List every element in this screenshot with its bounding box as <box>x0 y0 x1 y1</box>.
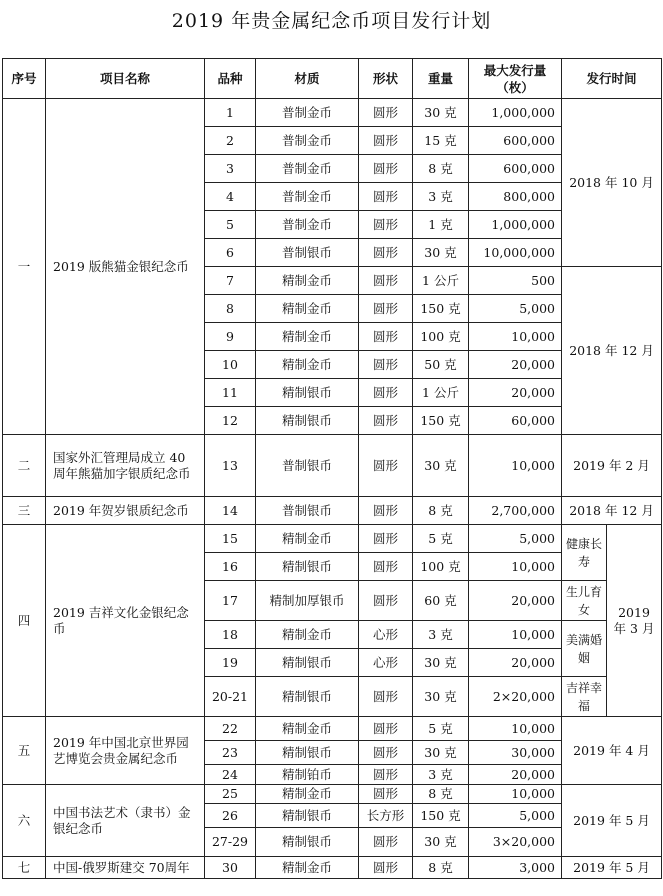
qty-cell: 20,000 <box>469 649 562 677</box>
material-cell: 普制金币 <box>256 183 359 211</box>
header-weight: 重量 <box>413 59 469 99</box>
shape-cell: 圆形 <box>359 267 413 295</box>
qty-cell: 10,000,000 <box>469 239 562 267</box>
material-cell: 精制银币 <box>256 828 359 857</box>
material-cell: 精制银币 <box>256 379 359 407</box>
theme-cell: 生儿育女 <box>562 581 607 621</box>
project-name: 中国-俄罗斯建交 70周年 <box>46 857 205 879</box>
variety-cell: 17 <box>205 581 256 621</box>
variety-cell: 4 <box>205 183 256 211</box>
qty-cell: 1,000,000 <box>469 211 562 239</box>
table-row <box>3 435 662 497</box>
variety-cell: 26 <box>205 804 256 828</box>
qty-cell: 20,000 <box>469 351 562 379</box>
qty-cell: 10,000 <box>469 717 562 741</box>
variety-cell: 8 <box>205 295 256 323</box>
weight-cell: 30 克 <box>413 435 469 497</box>
shape-cell: 圆形 <box>359 323 413 351</box>
table-row <box>3 785 662 804</box>
weight-cell: 30 克 <box>413 99 469 127</box>
issue-date: 2019 年 5 月 <box>562 785 662 857</box>
weight-cell: 8 克 <box>413 497 469 525</box>
material-cell: 精制金币 <box>256 857 359 879</box>
weight-cell: 150 克 <box>413 295 469 323</box>
weight-cell: 8 克 <box>413 155 469 183</box>
qty-cell: 60,000 <box>469 407 562 435</box>
project-seq: 四 <box>3 525 46 717</box>
material-cell: 精制金币 <box>256 785 359 804</box>
variety-cell: 7 <box>205 267 256 295</box>
material-cell: 普制银币 <box>256 239 359 267</box>
weight-cell: 15 克 <box>413 127 469 155</box>
variety-cell: 6 <box>205 239 256 267</box>
shape-cell: 圆形 <box>359 717 413 741</box>
material-cell: 精制银币 <box>256 553 359 581</box>
qty-cell: 20,000 <box>469 765 562 785</box>
weight-cell: 8 克 <box>413 857 469 879</box>
project-name: 2019 版熊猫金银纪念币 <box>46 99 205 435</box>
project-name: 国家外汇管理局成立 40 周年熊猫加字银质纪念币 <box>46 435 205 497</box>
qty-cell: 600,000 <box>469 155 562 183</box>
variety-cell: 10 <box>205 351 256 379</box>
table-row <box>3 717 662 741</box>
weight-cell: 5 克 <box>413 717 469 741</box>
weight-cell: 50 克 <box>413 351 469 379</box>
variety-cell: 5 <box>205 211 256 239</box>
shape-cell: 圆形 <box>359 581 413 621</box>
material-cell: 普制金币 <box>256 155 359 183</box>
material-cell: 精制金币 <box>256 267 359 295</box>
project-name: 2019 吉祥文化金银纪念币 <box>46 525 205 717</box>
issue-date: 2019 年 3 月 <box>607 525 662 717</box>
shape-cell: 圆形 <box>359 857 413 879</box>
project-name: 2019 年贺岁银质纪念币 <box>46 497 205 525</box>
qty-cell: 500 <box>469 267 562 295</box>
weight-cell: 30 克 <box>413 828 469 857</box>
weight-cell: 1 公斤 <box>413 267 469 295</box>
qty-cell: 2×20,000 <box>469 677 562 717</box>
project-seq: 五 <box>3 717 46 785</box>
qty-cell: 10,000 <box>469 323 562 351</box>
variety-cell: 30 <box>205 857 256 879</box>
qty-cell: 20,000 <box>469 379 562 407</box>
theme-cell: 健康长寿 <box>562 525 607 581</box>
table-row <box>3 497 662 525</box>
shape-cell: 圆形 <box>359 677 413 717</box>
header-shape: 形状 <box>359 59 413 99</box>
shape-cell: 圆形 <box>359 239 413 267</box>
header-seq: 序号 <box>3 59 46 99</box>
material-cell: 精制银币 <box>256 677 359 717</box>
shape-cell: 圆形 <box>359 351 413 379</box>
qty-cell: 5,000 <box>469 804 562 828</box>
variety-cell: 23 <box>205 741 256 765</box>
weight-cell: 3 克 <box>413 621 469 649</box>
weight-cell: 30 克 <box>413 741 469 765</box>
qty-cell: 30,000 <box>469 741 562 765</box>
table-row <box>3 857 662 879</box>
weight-cell: 8 克 <box>413 785 469 804</box>
shape-cell: 圆形 <box>359 525 413 553</box>
variety-cell: 19 <box>205 649 256 677</box>
shape-cell: 圆形 <box>359 553 413 581</box>
shape-cell: 圆形 <box>359 183 413 211</box>
qty-cell: 3,000 <box>469 857 562 879</box>
theme-cell: 吉祥幸福 <box>562 677 607 717</box>
shape-cell: 圆形 <box>359 407 413 435</box>
material-cell: 精制金币 <box>256 295 359 323</box>
shape-cell: 圆形 <box>359 295 413 323</box>
shape-cell: 圆形 <box>359 127 413 155</box>
variety-cell: 18 <box>205 621 256 649</box>
qty-cell: 10,000 <box>469 785 562 804</box>
project-seq: 七 <box>3 857 46 879</box>
issue-date: 2019 年 5 月 <box>562 857 662 879</box>
issue-plan-table <box>2 58 662 879</box>
variety-cell: 15 <box>205 525 256 553</box>
weight-cell: 150 克 <box>413 407 469 435</box>
variety-cell: 27-29 <box>205 828 256 857</box>
qty-cell: 5,000 <box>469 295 562 323</box>
qty-cell: 10,000 <box>469 435 562 497</box>
material-cell: 精制金币 <box>256 525 359 553</box>
material-cell: 精制加厚银币 <box>256 581 359 621</box>
project-seq: 六 <box>3 785 46 857</box>
weight-cell: 150 克 <box>413 804 469 828</box>
weight-cell: 3 克 <box>413 183 469 211</box>
project-name: 2019 年中国北京世界园艺博览会贵金属纪念币 <box>46 717 205 785</box>
header-max-issue: 最大发行量（枚） <box>469 59 562 99</box>
material-cell: 精制金币 <box>256 621 359 649</box>
shape-cell: 圆形 <box>359 765 413 785</box>
weight-cell: 60 克 <box>413 581 469 621</box>
shape-cell: 圆形 <box>359 379 413 407</box>
issue-date: 2019 年 4 月 <box>562 717 662 785</box>
variety-cell: 9 <box>205 323 256 351</box>
material-cell: 精制银币 <box>256 804 359 828</box>
variety-cell: 16 <box>205 553 256 581</box>
material-cell: 普制金币 <box>256 211 359 239</box>
weight-cell: 1 克 <box>413 211 469 239</box>
shape-cell: 长方形 <box>359 804 413 828</box>
material-cell: 精制铂币 <box>256 765 359 785</box>
material-cell: 精制银币 <box>256 649 359 677</box>
shape-cell: 圆形 <box>359 785 413 804</box>
variety-cell: 13 <box>205 435 256 497</box>
weight-cell: 30 克 <box>413 677 469 717</box>
shape-cell: 圆形 <box>359 155 413 183</box>
variety-cell: 25 <box>205 785 256 804</box>
project-seq: 三 <box>3 497 46 525</box>
material-cell: 普制银币 <box>256 435 359 497</box>
issue-date: 2018 年 10 月 <box>562 99 662 267</box>
qty-cell: 3×20,000 <box>469 828 562 857</box>
qty-cell: 1,000,000 <box>469 99 562 127</box>
project-seq: 一 <box>3 99 46 435</box>
weight-cell: 100 克 <box>413 553 469 581</box>
page-title: 2019 年贵金属纪念币项目发行计划 <box>171 10 492 32</box>
issue-date: 2018 年 12 月 <box>562 497 662 525</box>
table-row <box>3 99 662 127</box>
shape-cell: 圆形 <box>359 435 413 497</box>
variety-cell: 24 <box>205 765 256 785</box>
shape-cell: 圆形 <box>359 497 413 525</box>
qty-cell: 800,000 <box>469 183 562 211</box>
material-cell: 普制金币 <box>256 99 359 127</box>
shape-cell: 心形 <box>359 621 413 649</box>
project-name: 中国书法艺术（隶书）金银纪念币 <box>46 785 205 857</box>
variety-cell: 14 <box>205 497 256 525</box>
shape-cell: 圆形 <box>359 99 413 127</box>
material-cell: 精制金币 <box>256 351 359 379</box>
material-cell: 普制金币 <box>256 127 359 155</box>
header-issue-time: 发行时间 <box>562 59 662 99</box>
weight-cell: 100 克 <box>413 323 469 351</box>
theme-cell: 美满婚姻 <box>562 621 607 677</box>
qty-cell: 20,000 <box>469 581 562 621</box>
issue-date: 2019 年 2 月 <box>562 435 662 497</box>
material-cell: 精制银币 <box>256 741 359 765</box>
qty-cell: 10,000 <box>469 621 562 649</box>
table-row <box>3 525 662 553</box>
qty-cell: 600,000 <box>469 127 562 155</box>
variety-cell: 11 <box>205 379 256 407</box>
header-name: 项目名称 <box>46 59 205 99</box>
shape-cell: 心形 <box>359 649 413 677</box>
material-cell: 精制银币 <box>256 407 359 435</box>
weight-cell: 30 克 <box>413 239 469 267</box>
qty-cell: 2,700,000 <box>469 497 562 525</box>
shape-cell: 圆形 <box>359 741 413 765</box>
header-row <box>3 59 662 99</box>
shape-cell: 圆形 <box>359 211 413 239</box>
weight-cell: 30 克 <box>413 649 469 677</box>
weight-cell: 5 克 <box>413 525 469 553</box>
weight-cell: 3 克 <box>413 765 469 785</box>
variety-cell: 3 <box>205 155 256 183</box>
variety-cell: 1 <box>205 99 256 127</box>
header-material: 材质 <box>256 59 359 99</box>
variety-cell: 2 <box>205 127 256 155</box>
shape-cell: 圆形 <box>359 828 413 857</box>
material-cell: 精制金币 <box>256 323 359 351</box>
issue-date: 2018 年 12 月 <box>562 267 662 435</box>
header-variety: 品种 <box>205 59 256 99</box>
material-cell: 精制金币 <box>256 717 359 741</box>
variety-cell: 22 <box>205 717 256 741</box>
project-seq: 二 <box>3 435 46 497</box>
material-cell: 普制银币 <box>256 497 359 525</box>
qty-cell: 10,000 <box>469 553 562 581</box>
variety-cell: 20-21 <box>205 677 256 717</box>
weight-cell: 1 公斤 <box>413 379 469 407</box>
qty-cell: 5,000 <box>469 525 562 553</box>
variety-cell: 12 <box>205 407 256 435</box>
